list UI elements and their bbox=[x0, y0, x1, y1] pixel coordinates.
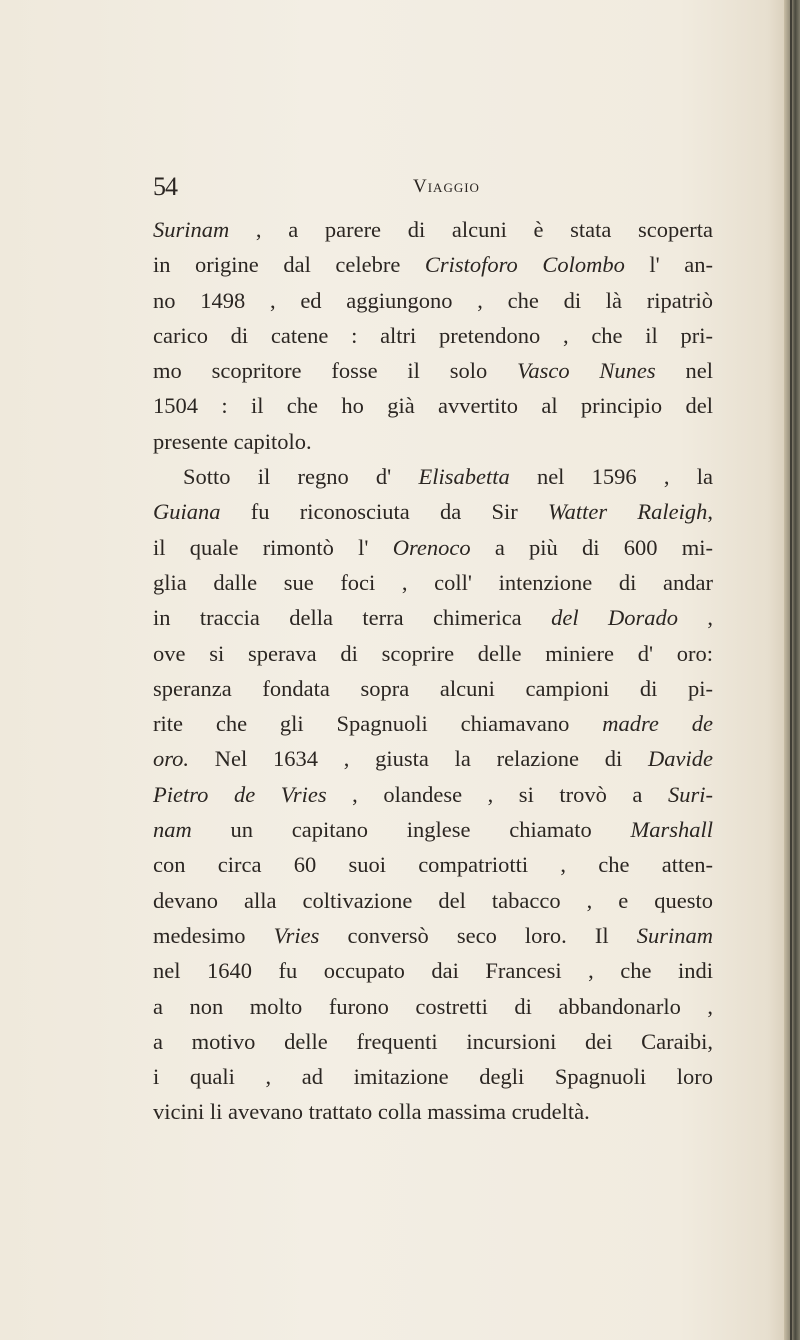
text-line bbox=[153, 212, 713, 247]
text-line bbox=[153, 918, 713, 953]
text-segment: ove si sperava di scoprire delle miniere d' oro: bbox=[153, 640, 713, 666]
book-spine-edge bbox=[784, 0, 800, 1340]
italic-text-segment: Suri- bbox=[668, 781, 713, 807]
italic-text-segment: Surinam bbox=[636, 922, 713, 948]
text-line bbox=[153, 600, 713, 635]
italic-text-segment: nam bbox=[153, 817, 192, 843]
italic-text-segment: Cristoforo Colombo bbox=[424, 252, 625, 278]
text-segment: in origine dal celebre bbox=[153, 252, 425, 278]
page-number: 54 bbox=[153, 172, 177, 201]
body-text bbox=[153, 212, 713, 1130]
text-segment: i quali , ad imitazione degli Spagnuoli loro bbox=[153, 1064, 713, 1090]
page-header bbox=[153, 172, 713, 212]
text-segment: fu riconosciuta da Sir bbox=[220, 499, 548, 525]
text-segment: , a parere di alcuni è stata scoperta bbox=[229, 217, 713, 242]
italic-text-segment: Watter Raleigh bbox=[547, 499, 708, 525]
text-line bbox=[153, 1024, 713, 1059]
text-line bbox=[153, 565, 713, 600]
text-segment: carico di catene : altri pretendono , che il pri- bbox=[153, 322, 713, 348]
text-line bbox=[153, 883, 713, 918]
text-line bbox=[153, 459, 713, 494]
italic-text-segment: Vasco Nunes bbox=[517, 358, 656, 384]
text-line bbox=[153, 283, 713, 318]
text-segment: conversò seco loro. Il bbox=[319, 922, 637, 948]
text-segment: nel bbox=[655, 358, 713, 384]
text-segment: a motivo delle frequenti incursioni dei Caraibi, bbox=[153, 1028, 713, 1054]
text-segment: devano alla coltivazione del tabacco , e questo bbox=[153, 887, 713, 913]
text-line bbox=[153, 247, 713, 282]
text-line bbox=[153, 812, 713, 847]
text-line bbox=[153, 847, 713, 882]
text-segment: a più di 600 mi- bbox=[470, 534, 713, 560]
text-segment: l' an- bbox=[624, 252, 713, 278]
text-segment: , olandese , si trovò a bbox=[326, 781, 668, 807]
spine-shadow-line bbox=[790, 0, 792, 1340]
italic-text-segment: Elisabetta bbox=[418, 464, 510, 490]
text-segment: il quale rimontò l' bbox=[153, 534, 393, 560]
text-segment: glia dalle sue foci , coll' intenzione di andar bbox=[153, 569, 713, 595]
text-segment: no 1498 , ed aggiungono , che di là ripatriò bbox=[153, 287, 713, 313]
italic-text-segment: Pietro de Vries bbox=[153, 781, 327, 807]
text-line bbox=[153, 671, 713, 706]
italic-text-segment: Guiana bbox=[153, 499, 221, 525]
text-segment: , bbox=[707, 499, 714, 525]
text-segment: 1504 : il che ho già avvertito al principio del bbox=[153, 393, 713, 419]
italic-text-segment: oro. bbox=[153, 746, 190, 772]
text-segment: rite che gli Spagnuoli chiamavano bbox=[153, 711, 603, 737]
text-segment: un capitano inglese chiamato bbox=[191, 817, 631, 843]
text-line bbox=[153, 989, 713, 1024]
text-segment: , bbox=[677, 605, 714, 631]
italic-text-segment: madre de bbox=[602, 711, 713, 737]
text-line bbox=[153, 530, 713, 565]
text-line bbox=[153, 424, 713, 459]
text-line bbox=[153, 353, 713, 388]
text-segment: mo scopritore fosse il solo bbox=[153, 358, 518, 384]
italic-text-segment: del Dorado bbox=[551, 605, 678, 631]
text-line bbox=[153, 388, 713, 423]
italic-text-segment: Davide bbox=[648, 746, 713, 772]
text-line bbox=[153, 636, 713, 671]
italic-text-segment: Marshall bbox=[630, 817, 713, 843]
text-segment: nel 1596 , la bbox=[509, 464, 713, 490]
text-segment: Sotto il regno d' bbox=[183, 464, 419, 490]
text-segment: con circa 60 suoi compatriotti , che atten- bbox=[153, 852, 713, 878]
italic-text-segment: Orenoco bbox=[392, 534, 471, 560]
text-line bbox=[153, 1059, 713, 1094]
text-segment: medesimo bbox=[153, 922, 274, 948]
running-title: Viaggio bbox=[413, 176, 480, 197]
italic-text-segment: Surinam bbox=[153, 217, 230, 242]
text-line bbox=[153, 1094, 713, 1129]
text-line bbox=[153, 494, 713, 529]
text-line bbox=[153, 318, 713, 353]
text-segment: a non molto furono costretti di abbandonarlo , bbox=[153, 993, 713, 1019]
text-line bbox=[153, 953, 713, 988]
text-segment: speranza fondata sopra alcuni campioni di pi- bbox=[153, 675, 713, 701]
italic-text-segment: Vries bbox=[273, 922, 320, 948]
text-line bbox=[153, 777, 713, 812]
text-segment: nel 1640 fu occupato dai Francesi , che indi bbox=[153, 958, 713, 984]
text-segment: vicini li avevano trattato colla massima crudeltà. bbox=[153, 1099, 590, 1125]
text-line bbox=[153, 741, 713, 776]
text-line bbox=[153, 706, 713, 741]
text-segment: presente capitolo. bbox=[153, 428, 312, 454]
text-segment: in traccia della terra chimerica bbox=[153, 605, 552, 631]
text-segment: Nel 1634 , giusta la relazione di bbox=[189, 746, 649, 772]
